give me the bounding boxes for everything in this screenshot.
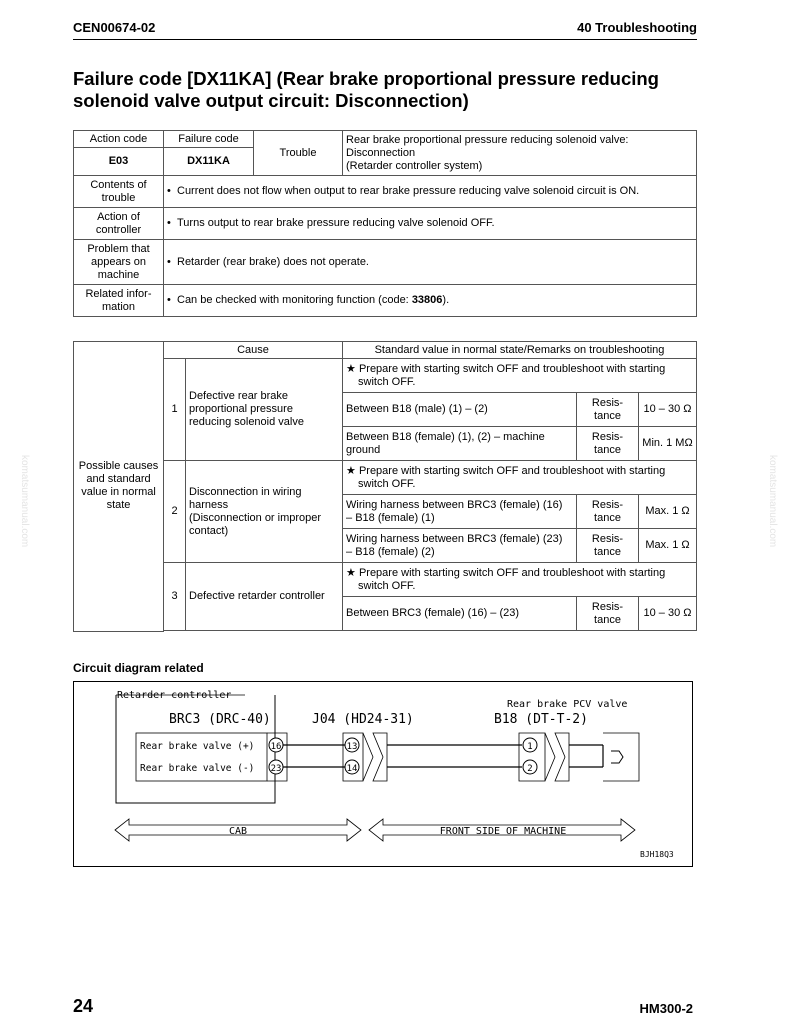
resistance-label: Resis- tance: [577, 597, 639, 631]
action-code-value: E03: [74, 148, 164, 176]
trouble-text: Rear brake proportional pressure reducing solenoid valve: Disconnection (Retarder controller system): [343, 131, 697, 176]
svg-text:1: 1: [527, 742, 533, 752]
page-number: 24: [73, 996, 94, 1016]
related-text: • Can be checked with monitoring function (code: 33806).: [164, 285, 697, 317]
prepare-note: ★ Prepare with starting switch OFF and troubleshoot with starting switch OFF.: [343, 359, 697, 393]
check-description: Wiring harness between BRC3 (female) (16) – B18 (female) (1): [343, 495, 577, 529]
failure-code-value: DX11KA: [164, 148, 254, 176]
action-controller-label: Action of controller: [74, 208, 164, 240]
diagram-code: BJH18Q3: [640, 850, 674, 859]
problem-text: • Retarder (rear brake) does not operate.: [164, 240, 697, 285]
watermark-right: komatsumanual.com: [767, 455, 778, 548]
signal-plus-label: Rear brake valve (+): [140, 741, 255, 752]
pcv-label: Rear brake PCV valve: [507, 699, 628, 710]
check-description: Between BRC3 (female) (16) – (23): [343, 597, 577, 631]
standard-header: Standard value in normal state/Remarks on troubleshooting: [343, 342, 697, 359]
watermark-left: komatsumanual.com: [19, 455, 30, 548]
cause-description: Defective rear brake proportional pressure reducing solenoid valve: [186, 359, 343, 461]
prepare-note: ★ Prepare with starting switch OFF and troubleshoot with starting switch OFF.: [343, 563, 697, 597]
cause-description: Disconnection in wiring harness (Disconnection or improper contact): [186, 461, 343, 563]
check-description: Between B18 (male) (1) – (2): [343, 393, 577, 427]
standard-value: Max. 1 Ω: [639, 495, 697, 529]
cab-label: CAB: [228, 826, 248, 837]
b18-label: B18 (DT-T-2): [494, 712, 588, 727]
front-label: FRONT SIDE OF MACHINE: [439, 826, 567, 837]
contents-text: • Current does not flow when output to rear brake pressure reducing valve solenoid circuit is ON.: [164, 176, 697, 208]
resistance-label: Resis- tance: [577, 495, 639, 529]
standard-value: Min. 1 MΩ: [639, 427, 697, 461]
svg-text:2: 2: [527, 764, 533, 774]
brc3-label: BRC3 (DRC-40): [169, 712, 271, 727]
controller-label: Retarder controller: [117, 690, 232, 701]
action-controller-text: • Turns output to rear brake pressure reducing valve solenoid OFF.: [164, 208, 697, 240]
header-rule: [73, 39, 697, 40]
circuit-diagram: [73, 681, 693, 867]
cause-header: Cause: [164, 342, 343, 359]
action-code-label: Action code: [74, 131, 164, 148]
check-description: Between B18 (female) (1), (2) – machine ground: [343, 427, 577, 461]
cause-number: 2: [164, 461, 186, 563]
signal-minus-label: Rear brake valve (-): [140, 763, 255, 774]
cause-number: 3: [164, 563, 186, 631]
related-label: Related infor- mation: [74, 285, 164, 317]
cause-number: 1: [164, 359, 186, 461]
standard-value: 10 – 30 Ω: [639, 393, 697, 427]
cause-table: [73, 341, 697, 632]
section-title: 40 Troubleshooting: [577, 20, 697, 35]
possible-causes-label: Possible causes and standard value in normal state: [74, 342, 164, 632]
check-description: Wiring harness between BRC3 (female) (23) – B18 (female) (2): [343, 529, 577, 563]
info-table: [73, 130, 697, 317]
diagram-heading: Circuit diagram related: [73, 661, 204, 675]
resistance-label: Resis- tance: [577, 529, 639, 563]
doc-code: CEN00674-02: [73, 20, 156, 35]
page-title: Failure code [DX11KA] (Rear brake proportional pressure reducing solenoid valve output circuit: Disconnection): [73, 68, 659, 111]
j04-label: J04 (HD24-31): [312, 712, 414, 727]
standard-value: Max. 1 Ω: [639, 529, 697, 563]
problem-label: Problem that appears on machine: [74, 240, 164, 285]
svg-text:23: 23: [270, 764, 282, 774]
resistance-label: Resis- tance: [577, 427, 639, 461]
resistance-label: Resis- tance: [577, 393, 639, 427]
standard-value: 10 – 30 Ω: [639, 597, 697, 631]
prepare-note: ★ Prepare with starting switch OFF and troubleshoot with starting switch OFF.: [343, 461, 697, 495]
svg-text:16: 16: [270, 742, 282, 752]
trouble-label: Trouble: [254, 131, 343, 176]
model-code: HM300-2: [639, 1001, 693, 1016]
failure-code-label: Failure code: [164, 131, 254, 148]
cause-description: Defective retarder controller: [186, 563, 343, 631]
svg-text:14: 14: [346, 764, 358, 774]
svg-text:13: 13: [346, 742, 358, 752]
contents-label: Contents of trouble: [74, 176, 164, 208]
